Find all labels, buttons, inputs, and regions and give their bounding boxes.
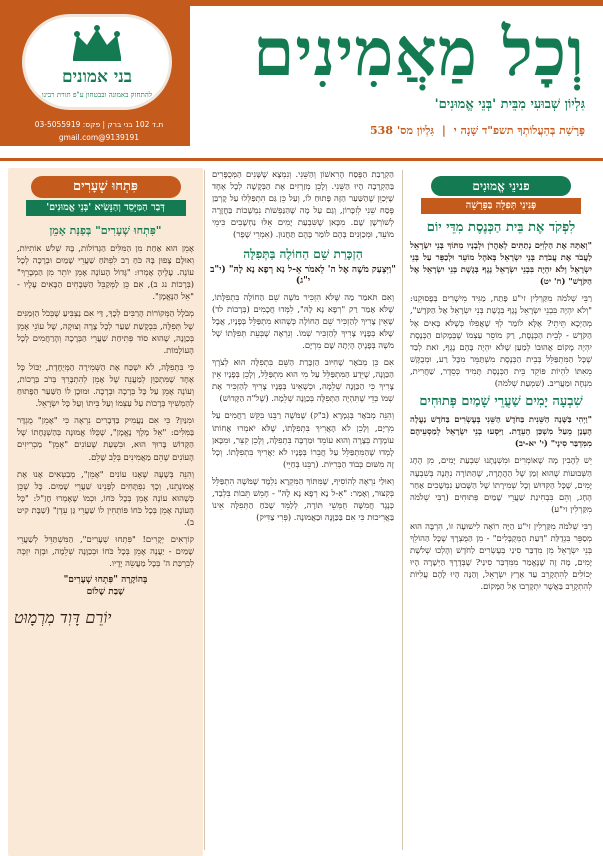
article-paragraph: וְאוּלַי נִרְאֶה לְהוֹסִיף, שֶׁמִּתּוֹךְ הַמִּקְרָא נִלְמָד שֶׁמֹּשֶׁה הִתְפַּלֵּל בְּקִצּוּר, וְאָמַר: "אֵ-ל נָא רְפָא נָא לָהּ" - חָמֵשׁ תֵּבוֹת בִּלְבַד, כְּנֶגֶד חֲמִשָּׁה חֻמְּשֵׁי תּוֹרָה, לְלַמֵּד שֶׁכֹּחַ הַתְּפִלָּה אֵינוֹ בַּאֲרִיכוּת כִּי אִם בַּכַּוָּנָה וּבַאֲמוּנָה. (פְּרִי צַדִּיק) bbox=[212, 475, 394, 523]
contact-address: ת.ד 102 בני ברק | פקס: 03-5055919 bbox=[34, 120, 164, 129]
editorial-paragraph: כִּי בִּתְפִלָּה, לֹא יִשְׁכַּח אֶת הַשְּׁמִירָה הַמְּיֻחֶדֶת, יַכּוֹל כָּל אֶחָד שֶׁמִּתְכַּוֵּן לְמַעֲנֵה שֶׁל אָמֵן לְהִתְבָּרֵךְ בְּרֹב בְּרָכוֹת, וְעוֹנֶה אָמֵן עַל כָּל בְּרָכָה וּבְרָכָה. וּמוּכָן לוֹ הַשַּׁעַר הַפָּתוּחַ לְהַמְשִׁיךְ בְּרָכוֹת עַל עַצְמוֹ וְעַל בֵּיתוֹ וְעַל כָּל יִשְׂרָאֵל. bbox=[17, 361, 194, 409]
verse-quote: "וְאַתָּה אֶת הַלְוִיִּם נְתַתִּים לְאַהֲרֹן וּלְבָנָיו מִתּוֹךְ בְּנֵי יִשְׂרָאֵל לַעֲבֹד אֶת עֲבֹדַת בְּנֵי יִשְׂרָאֵל בְּאֹהֶל מוֹעֵד וּלְכַפֵּר עַל בְּנֵי יִשְׂרָאֵל וְלֹא יִהְיֶה בִּבְנֵי יִשְׂרָאֵל נֶגֶף בְּגֶשֶׁת בְּנֵי יִשְׂרָאֵל אֶל הַקֹּדֶשׁ" (ח' יט) bbox=[410, 240, 592, 287]
editorial-title: "פִּתְחוּ שְׁעָרִים" בְּפַנַּת אָמֵן bbox=[49, 224, 162, 237]
editorial-body bbox=[8, 224, 203, 628]
column-divider bbox=[204, 170, 205, 850]
article-title: שִׁבְעָה יָמִים שַׁעֲרֵי שָׁמַיִם פְּתוּחִים bbox=[419, 394, 583, 410]
middle-column bbox=[209, 168, 397, 856]
article-paragraph: רַבֵּי שְׁלֹמֹה מִקַּרְלִין זי"ע פָּתַח, מַגִּיד מֵישָׁרִים בְּפָסוּקֵנוּ: "וְלֹא יִהְיֶה בִּבְנֵי יִשְׂרָאֵל נֶגֶף בְּגֶשֶׁת בְּנֵי יִשְׂרָאֵל אֶל הַקֹּדֶשׁ", מְהַיְכָא תֵּיתֵי? אֶלָּא לוֹמַר לְךָ שֶׁאֲפִלּוּ כְּשֶׁלֹּא בָּאִים אֶל הַקֹּדֶשׁ - לְבֵית הַכְּנֶסֶת, רַק מוֹסֵר עַצְמוֹ שֶׁבְּמָקוֹם הַכְּנֶסֶת יִהְיֶה מָקוֹם אֲהוּבוֹ לְמַעַן שֶׁלֹּא יִהְיֶה בָּהֶם נֶגֶף, זֹאת לְבַד שֶׁכָּל הַמִּתְפַּלֵּל בְּבֵית הַכְּנֶסֶת מִשְׁתַּמֵּר מִכָּל רַע, וּמְבֻקָּשׁ מֵאִתּוֹ לִהְיוֹת פּוֹקֵד בֵּית הַכְּנֶסֶת תָּמִיד כְּסֵדֶר, שַׁחֲרִית, מִנְחָה וּמַעֲרִיב. (שִׁמְעַת שְׁלֹמֹה) bbox=[410, 293, 592, 389]
column-divider bbox=[402, 170, 403, 850]
editorial-paragraph: אָמֵן הוּא אַחַת מִן הַמִּלִּים הַגְּדוֹלוֹת, בָּהּ שְׁלֹשׁ אוֹתִיּוֹת, וְאוּלָם צָפוּן בָּהּ כֹּחַ רַב לִפְתֹּחַ שַׁעֲרֵי שָׁמַיִם וּבְרָכָה לְכָל עוֹנֶה. עָלֶיהָ אָמְרוּ: "גָּדוֹל הָעוֹנֶה אָמֵן יוֹתֵר מִן הַמְבָרֵךְ" (בְּרָכוֹת נג ב), אִם כֵּן לַמְּקַבֵּל הַשְּׁבָחִים הַבָּאִים עָלָיו - "אֵל הַנֶּאֱמָן". bbox=[17, 243, 194, 302]
separator: | bbox=[441, 124, 446, 137]
section-tag: פִּתְחוּ שְׁעָרִים bbox=[31, 176, 181, 198]
masthead bbox=[0, 0, 603, 170]
article-paragraph: הַקְרָבַת הַפֶּסַח הָרִאשׁוֹן וְהַשֵּׁנִי. וְנִמְצָא שֶׁשָּׁנִים הַמְּכֻפָּרִים בַּהַקְרָבָה הָיוּ הַשֵּׁנִי. וְלָכֵן מְזַרְזִים אֶת הַבְּקָשָׁה לְכָל אֶחָד שֶׁיְּכַוֵּן שֶׁהַשַּׁעַר הַזֶּה פָּתוּחַ לוֹ, וְעַל כֵּן גַּם הִתְפַּלְּלוּ עַל קָרְבַּן פֶּסַח שֵׁנִי לְזִכָּרוֹן, וְגַם עַל מָה שֶׁהַנַּפְשׁוֹת נִמְשָׁכוֹת בַּחֲזָרָה לְשׁוֹרְשָׁן שָׁם. מִכָּאן שֶׁשִּׁבְעַת יָמִים אֵלּוּ נַחְשָׁבִים כִּימֵי מוֹעֵד, וּמְכַוְּנִים בְּהֶם לוֹמַר בָּהֶם תַּחֲנוּן. (אִמְרֵי שֶׁפֶר) bbox=[212, 169, 394, 240]
logo bbox=[22, 14, 172, 110]
article-paragraph: וְהִנֵּה מְבֹאָר בְּגְמָרָא (ב"ק) שֶׁמֹּשֶׁה רַבֵּנוּ בִּקֵּשׁ רַחֲמִים עַל מִרְיָם, וְלָכֵן לֹא הָאֲרִיךְ בִּתְפִלָּתוֹ, שֶׁלֹּא יֹאמְרוּ אֲחוֹתוֹ עוֹמֶדֶת בְּצָרָה וְהוּא עוֹמֵד וּמַרְבֶּה בִּתְפִלָּה, וְלָכֵן קִצֵּר, וּמִכָּאן לָמְדוּ שֶׁהַמִּתְפַּלֵּל עַל חֲבֵרוֹ בְּפָנָיו לֹא יַאֲרִיךְ בִּתְפִלָּתוֹ. וְכָל זֶה מִשּׁוּם כְּבוֹד הַבְּרִיּוֹת. (רַבֵּנוּ בְּחַיֵּי) bbox=[212, 410, 394, 469]
right-column bbox=[407, 168, 595, 856]
signature: יוֹרֵם דָּוִד מִרְמָוּט bbox=[14, 608, 112, 628]
article-title: לִפְקֹד אֶת בֵּית הַכְּנֶסֶת מִדֵּי יוֹם bbox=[426, 220, 576, 235]
crown-icon bbox=[67, 23, 127, 63]
article-paragraph: יֵשׁ לְהָבִין מָה שֶׁאוֹמְרִים וּמִשְׁנָתָנוּ שִׁבְעַת יָמִים, מִן הֶחָג הַשְּׁבוּעוֹת שֶׁהוּא זְמַן שֶׁל הַהֲתָרָה, שֶׁהַתּוֹרָה נִתְּנָה בְּשִׁבְעָה יָמִים, שֶׁכָּל הַקִּדּוּשׁ וְכָל שְׁמִירָתוֹ שֶׁל הַשָּׁבוּעַ נִמְשָׁכִים אַחַר הֶחָג, וְהֵם בִּבְחִינַת שַׁעֲרֵי שָׁמַיִם פְּתוּחִים (רַבִּי שְׁלֹמֹה מִקַּרְלִין זי"ע) bbox=[410, 455, 592, 514]
signoff-line: שָׁבַת שָׁלוֹם bbox=[86, 587, 125, 598]
contact-email[interactable]: 9139191@gmail.com bbox=[58, 133, 140, 142]
editorial-paragraph: וְהִנֵּה בְּשָׁעָה שֶׁאָנוּ עוֹנִים "אָמֵן", מְבַטְּאִים אָנוּ אֶת אֱמוּנָתֵנוּ, וְכָךְ נִפְתָּחִים לְפָנֵינוּ שַׁעֲרֵי שָׁמַיִם. כָּל שֶׁכֵּן כְּשֶׁהוּא עוֹנֶה אָמֵן בְּכָל כֹּחוֹ, וּכְמוֹ שֶׁאָמְרוּ חֲזַ"ל: "כָּל הָעוֹנֶה אָמֵן בְּכָל כֹּחוֹ פּוֹתְחִין לוֹ שַׁעֲרֵי גַּן עֵדֶן" (שַׁבָּת קיט ב). bbox=[17, 468, 194, 527]
issue-line bbox=[205, 124, 585, 140]
article-paragraph: אִם כֵּן מְבֹאָר שֶׁחִיּוּב הַזְכָּרַת הַשֵּׁם בִּתְפִלָּה הוּא לְצֹרֶךְ הַכַּוָּנָה, שֶׁיֵּדַע הַמִּתְפַּלֵּל עַל מִי הוּא מִתְפַּלֵּל, וְלָכֵן בְּפָנָיו אֵין צָרִיךְ כִּי הַכַּוָּנָה שְׁלֵמָה, וּכְשֶׁאֵינוֹ בְּפָנָיו צָרִיךְ לְהַזְכִּיר אֶת שְׁמוֹ כְּדֵי שֶׁתִּהְיֶה הַתְּפִלָּה בְּכַוָּנָה שְׁלֵמָה. (שֶׁל"ה הַקָּדוֹשׁ) bbox=[212, 357, 394, 404]
article-title: הַזְכָּרַת שֵׁם הַחוֹלֶה בַּתְּפִלָּה bbox=[243, 246, 363, 261]
signoff bbox=[14, 574, 197, 598]
logo-panel bbox=[0, 6, 190, 146]
section-subtitle: פְּנִינֵי תְּפִלָּה בַּפָּרָשָׁה bbox=[421, 198, 581, 214]
parasha-label: פָּרָשַׁת בְּהַעֲלוֹתְךָ תשפ"ד שָׁנָה י bbox=[453, 124, 585, 137]
article-paragraph: וְאִם תֹּאמַר מַה שֶּׁלֹּא הִזְכִּיר מֹשֶׁה שֵׁם הַחוֹלָה בִּתְפִלָּתוֹ, שֶׁלֹּא אָמַר רַק "רְפָא נָא לָהּ", לִמְּדוּ חֲכָמִים (בְּרָכוֹת לד) שֶׁאֵין צָרִיךְ לְהַזְכִּיר שֵׁם הַחוֹלֶה כְּשֶׁהוּא מִתְפַּלֵּל בְּפָנָיו, אֲבָל שֶׁלֹּא בְּפָנָיו צָרִיךְ לְהַזְכִּיר שְׁמוֹ. וְנִרְאֶה שֶׁבְּעֵת תְּפִלָּתוֹ שֶׁל מֹשֶׁה בְּפָנֶיהָ הָיְתָה שָׁם מִרְיָם. bbox=[212, 291, 394, 350]
issue-number: גִּלְיוֹן מס' 538 bbox=[370, 124, 435, 137]
logo-name: בני אמונים bbox=[61, 67, 133, 87]
logo-tagline: להתחזק באמונה ובבטחון ע"פ תורת רבינו bbox=[41, 91, 153, 99]
editorial-paragraph: מְבֹלָל הַמְּקוֹרוֹת הָרַבִּים לְכָךְ, דַּי אִם נַצְבִּיעַ שֶׁבְּכֹל הַזְּמַנִּים שֶׁל תְּפִלָּה, בִּבְקָשַׁת שַׁעַר לְכָל צָרָה וְצוּקָה, שֶׁל עוֹנֵי אָמֵן בְּכַוָּנָה, שֶׁהוּא סוֹד פְּתִיחַת שַׁעֲרֵי הַבְּרָכָה וְהָרַחֲמִים לְכָל הָעוֹלָמוֹת. bbox=[17, 308, 194, 355]
masthead-title: וְכָל מַאֲמִינִים bbox=[253, 13, 585, 91]
contact-info bbox=[14, 118, 184, 148]
editorial-paragraph: קוֹרְאִים יְקָרִים! "פִּתְחוּ שְׁעָרִים", הַמִּשְׁתַּדֵּל לְשַׁעֲרֵי שָׁמַיִם - יַעֲנֶה אָמֵן בְּכָל כֹּחוֹ וּבְכַוָּנָה שְׁלֵמָה, וּבְזֶה יִזְכֶּה לְבִרְכַּת ה' בְּכָל מַעֲשֵׂה יָדָיו. bbox=[17, 534, 194, 569]
left-column bbox=[8, 168, 203, 856]
verse-quote: "וַיִּצְעַק מֹשֶׁה אֶל ה' לֵאמֹר אֵ-ל נָא רְפָא נָא לָהּ" (י"ב י"ג) bbox=[210, 264, 396, 286]
masthead-subtitle: גִּלְיוֹן שְׁבוּעִי מִבֵּית 'בְּנֵי אֱמוּנִים' bbox=[434, 97, 585, 112]
verse-quote: "וַיְהִי בַּשָּׁנָה הַשֵּׁנִית בַּחֹדֶשׁ הַשֵּׁנִי בְּעֶשְׂרִים בַּחֹדֶשׁ נַעֲלָה הֶעָנָן מֵעַל מִשְׁכַּן הָעֵדֻת. וַיִּסְעוּ בְנֵי יִשְׂרָאֵל לְמַסְעֵיהֶם מִמִּדְבַּר סִינָי" (י' יא-יב) bbox=[410, 414, 592, 449]
article-paragraph: רַבִּי שְׁלֹמֹה מִקַּרְלִין זי"ע הַיָּה רוֹאֶה לִישׁוּעָה זוֹ, הִרְבָּה הוּא מְסַפֵּר בִּגְדֻלַּת "דַּעַת הַמְּקֻבָּלִים" - מִן הַמֻּצְרָךְ שֶׁכָּל הַהוֹלֵךְ בְּנֵי יִשְׂרָאֵל מִן מִדְבַּר סִינַי בְּעֶשְׂרִים לַחֹדֶשׁ וְהָלְכוּ שְׁלשֶׁת יָמִים, מָה זֶה שֶׁנֶּאֱמַר מִמִּדְבַּר סִינַי? שֶׁבְּדֶרֶךְ הַיְּשָׁרָה הָיוּ יְכוֹלִים לְהִתְקָרֵב עַד אֶרֶץ יִשְׂרָאֵל, וְהַנָּה הָיוּ לָהֶם עֲלִיּוֹת לְהִתְקָרֵב בַּאֲשֶׁר יִתְקָרְבוּ אֶל הַמָּקוֹם. bbox=[410, 520, 592, 592]
signoff-line: בְּהוֹקָרָה "פִּתְחוּ שְׁעָרִים" bbox=[63, 575, 148, 586]
editorial-paragraph: וּמִנַּיִן? כִּי אִם נַעֲמִיק בַּדְּבָרִים נִרְאֶה כִּי "אָמֵן" מֻגְדָּר בַּמִּלִּים: "אֵל מֶלֶךְ נֶאֱמָן", שֶׁכֻּלּוֹ אֱמוּנָה בְּהַשְׁגָּחָתוֹ שֶׁל הַקָּדוֹשׁ בָּרוּךְ הוּא, וּבִשְׁעַת שֶׁעוֹנִים "אָמֵן" מַכְרִיזִים הָעוֹנִים שֶׁהֵם מַאֲמִינִים בְּלֵב שָׁלֵם. bbox=[17, 415, 194, 462]
section-subtitle: דְּבַר הַמַּיָּסֵד וְהַנָּשִׂיא 'בְּנֵי אֱמוּנִים' bbox=[26, 200, 186, 216]
section-tag: פנינֵי אֱמוּנִים bbox=[431, 176, 571, 196]
header-divider bbox=[0, 158, 603, 161]
